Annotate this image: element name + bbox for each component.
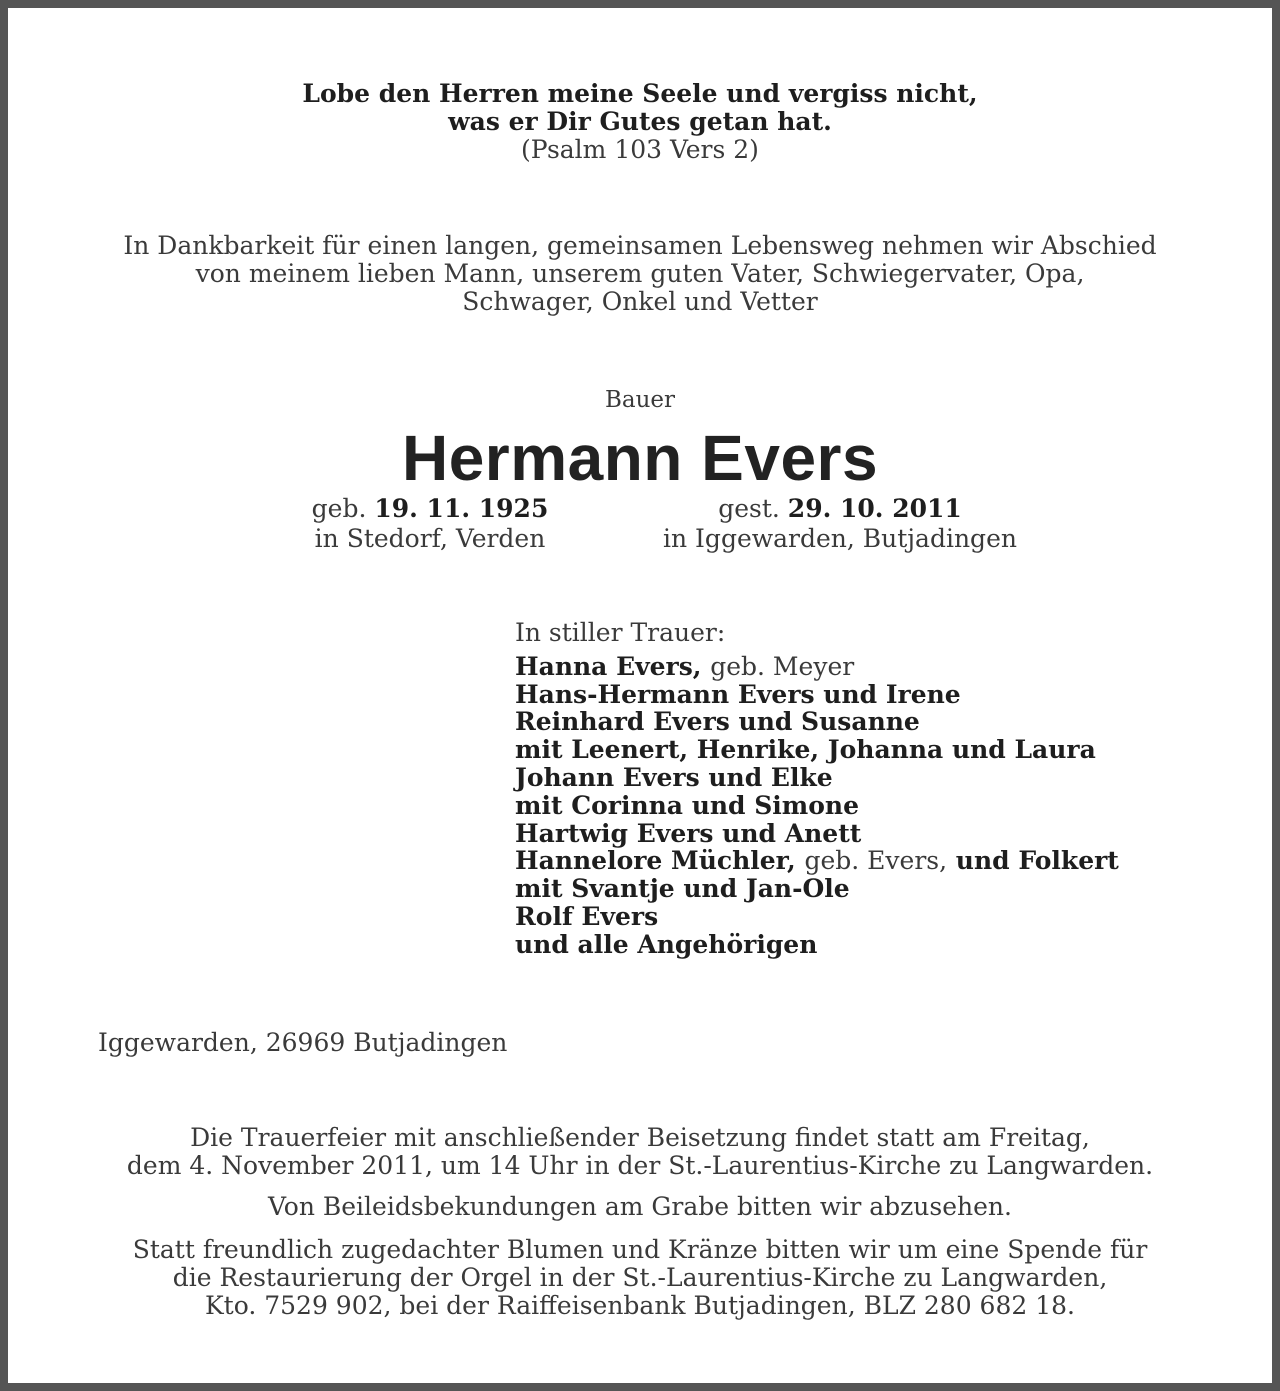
mourner-maiden-name: geb. Meyer: [710, 651, 855, 681]
birth-place: in Stedorf, Verden: [314, 524, 546, 553]
mourners-list: [515, 619, 1119, 959]
donation-line-1: Statt freundlich zugedachter Blumen und Kränze bitten wir um eine Spende für: [132, 1235, 1148, 1264]
donation-line-3: Kto. 7529 902, bei der Raiffeisenbank Butjadingen, BLZ 280 682 18.: [205, 1291, 1075, 1320]
service-line-2: dem 4. November 2011, um 14 Uhr in der St.-Laurentius-Kirche zu Langwarden.: [126, 1151, 1154, 1180]
intro-line-3: Schwager, Onkel und Vetter: [462, 287, 818, 316]
donation-request: [8, 1236, 1272, 1320]
deceased-name: Hermann Evers: [401, 422, 879, 494]
mourner-name: Hanna Evers,: [515, 651, 702, 681]
birth-date: 19. 11. 1925: [374, 494, 549, 523]
funeral-service-info: [8, 1124, 1272, 1180]
mourner-line: [515, 847, 1119, 875]
donation-line-2: die Restaurierung der Orgel in der St.-Laurentius-Kirche zu Langwarden,: [172, 1263, 1108, 1292]
mourner-line: Hartwig Evers und Anett: [515, 818, 862, 848]
birth-prefix: geb.: [311, 494, 367, 523]
obituary-notice: [8, 8, 1272, 1383]
family-address: Iggewarden, 26969 Butjadingen: [98, 1028, 508, 1057]
intro-line-1: In Dankbarkeit für einen langen, gemeinsamen Lebensweg nehmen wir Abschied: [123, 231, 1157, 260]
death-date: 29. 10. 2011: [787, 494, 962, 523]
mourner-maiden-name: geb. Evers,: [804, 846, 948, 876]
deceased-title: Bauer: [604, 387, 676, 413]
mourner-line: Johann Evers und Elke: [515, 762, 833, 792]
mourners-heading: In stiller Trauer:: [515, 618, 726, 647]
mourner-line: mit Svantje und Jan-Ole: [515, 874, 850, 904]
mourner-name: Hannelore Müchler,: [515, 846, 796, 876]
psalm-line-1: Lobe den Herren meine Seele und vergiss nicht,: [302, 79, 978, 108]
death-place: in Iggewarden, Butjadingen: [663, 524, 1017, 553]
mourner-line: [515, 653, 1119, 681]
mourner-line: Reinhard Evers und Susanne: [515, 707, 920, 737]
psalm-reference: (Psalm 103 Vers 2): [521, 135, 759, 164]
service-line-1: Die Trauerfeier mit anschließender Beisetzung findet statt am Freitag,: [190, 1123, 1090, 1152]
condolences-note: Von Beileidsbekundungen am Grabe bitten wir abzusehen.: [268, 1192, 1012, 1221]
mourner-line: Rolf Evers: [515, 901, 659, 931]
mourner-line: mit Corinna und Simone: [515, 790, 859, 820]
birth-info: [270, 494, 590, 554]
death-info: [630, 494, 1050, 554]
psalm-line-2: was er Dir Gutes getan hat.: [448, 107, 832, 136]
mourner-partner: und Folkert: [955, 846, 1119, 876]
intro-line-2: von meinem lieben Mann, unserem guten Vater, Schwiegervater, Opa,: [195, 259, 1085, 288]
intro-text: [8, 232, 1272, 316]
psalm-quote: [8, 80, 1272, 164]
mourner-line: und alle Angehörigen: [515, 929, 818, 959]
death-prefix: gest.: [718, 494, 780, 523]
mourner-line: Hans-Hermann Evers und Irene: [515, 679, 961, 709]
mourner-line: mit Leenert, Henrike, Johanna und Laura: [515, 735, 1096, 765]
